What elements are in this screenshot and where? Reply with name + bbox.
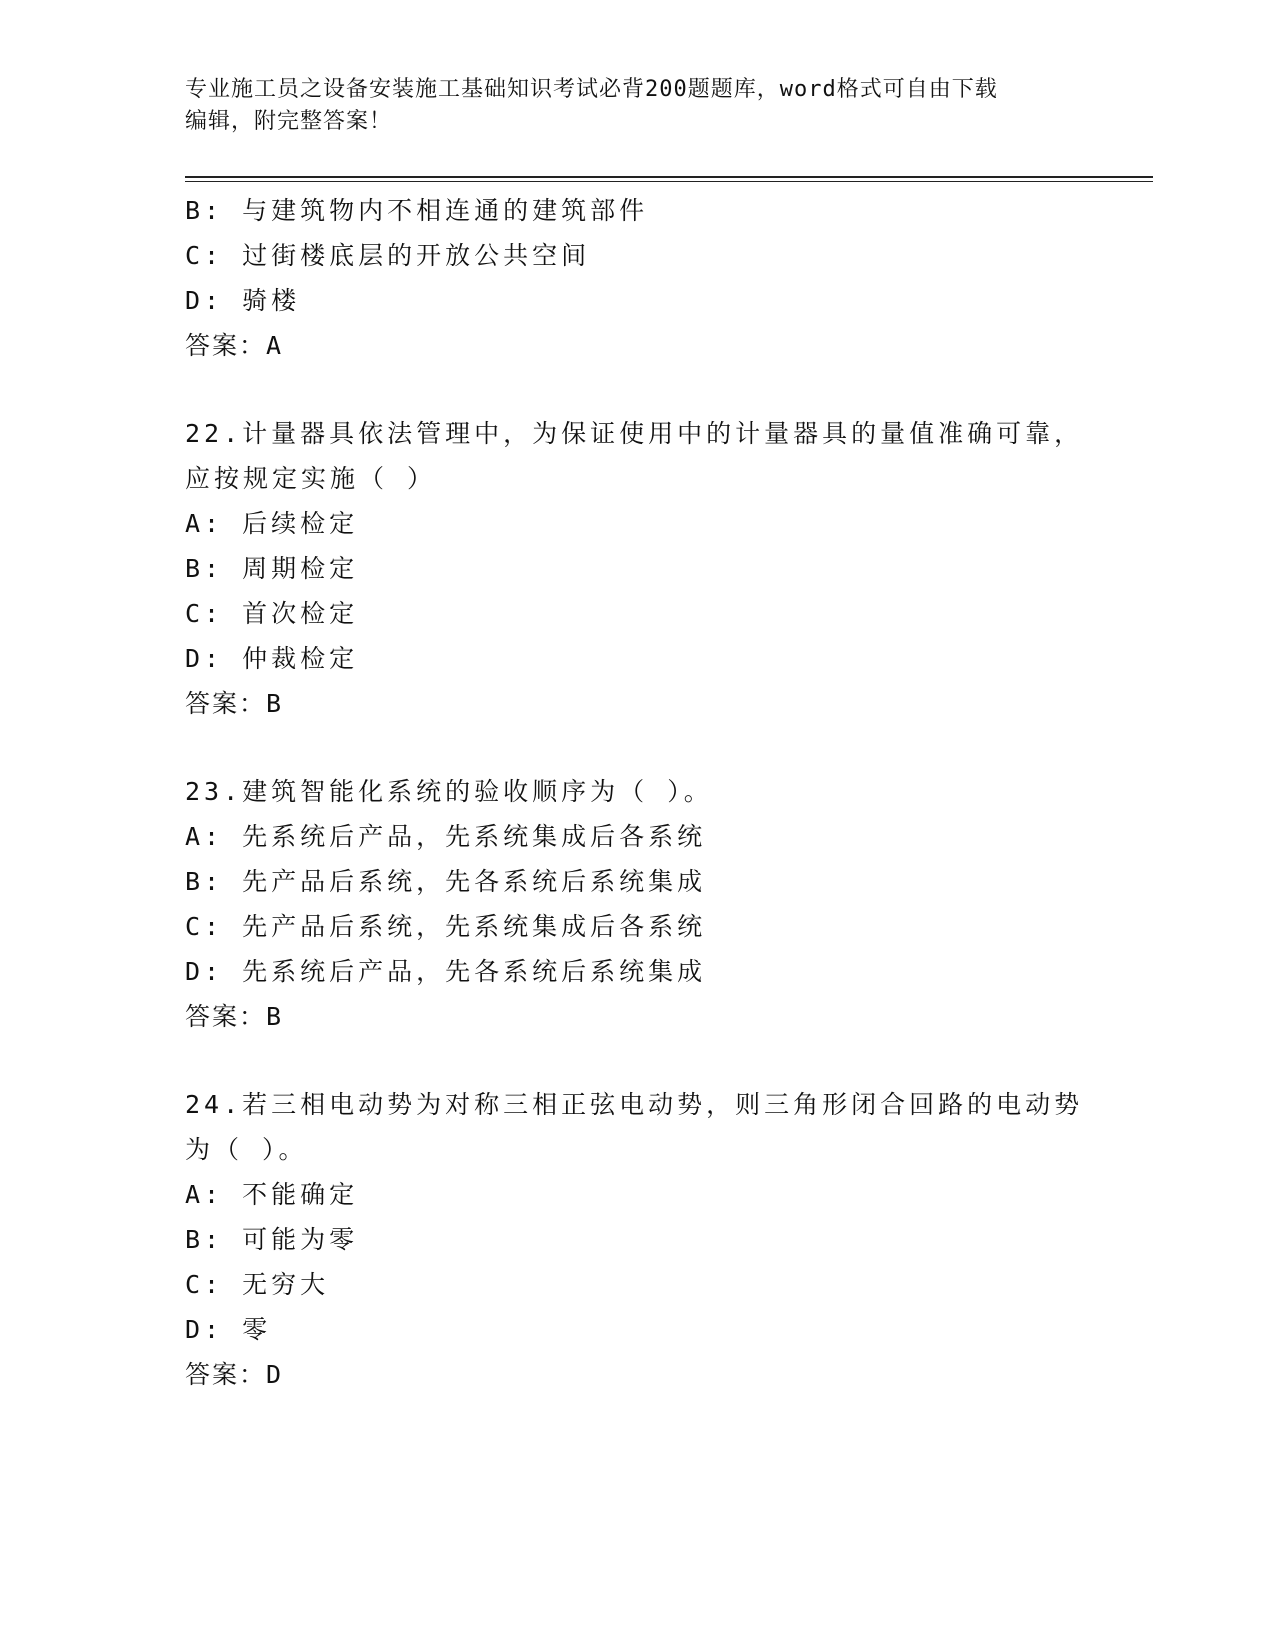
option-a: A: 不能确定 [185, 1180, 359, 1209]
option-a: A: 先系统后产品，先系统集成后各系统 [185, 822, 707, 851]
option-b: B: 周期检定 [185, 554, 359, 583]
option-c: C: 首次检定 [185, 599, 359, 628]
document-header [185, 74, 1065, 138]
question-list [185, 188, 1085, 1397]
option-c: C: 无穷大 [185, 1270, 330, 1299]
option-d: D: 先系统后产品，先各系统后系统集成 [185, 957, 707, 986]
header-divider-thick [185, 176, 1153, 178]
option-d: D: 零 [185, 1315, 272, 1344]
question-spacer [185, 1039, 1085, 1082]
question-stem-line: 22.计量器具依法管理中，为保证使用中的计量器具的量值准确可靠， [185, 419, 1084, 448]
question-stem-line: 为（ ）。 [185, 1135, 308, 1164]
question-23 [185, 769, 1085, 1039]
option-b: B: 与建筑物内不相连通的建筑部件 [185, 196, 649, 225]
question-stem-line: 23.建筑智能化系统的验收顺序为（ ）。 [185, 777, 713, 806]
question-24 [185, 1082, 1085, 1397]
answer-line: 答案：A [185, 331, 284, 360]
answer-line: 答案：B [185, 689, 284, 718]
option-b: B: 可能为零 [185, 1225, 359, 1254]
question-22 [185, 411, 1085, 726]
option-a: A: 后续检定 [185, 509, 359, 538]
question-spacer [185, 368, 1085, 411]
answer-line: 答案：D [185, 1360, 284, 1389]
option-c: C: 过街楼底层的开放公共空间 [185, 241, 591, 270]
question-stem-line: 应按规定实施（ ） [185, 464, 437, 493]
header-title-line-2: 编辑，附完整答案！ [185, 109, 393, 134]
question-21-continuation [185, 188, 1085, 368]
answer-line: 答案：B [185, 1002, 284, 1031]
header-title-line-1: 专业施工员之设备安装施工基础知识考试必背200题题库，word格式可自由下载 [185, 77, 998, 102]
option-d: D: 骑楼 [185, 286, 301, 315]
header-divider-thin [185, 181, 1153, 182]
option-b: B: 先产品后系统，先各系统后系统集成 [185, 867, 707, 896]
question-spacer [185, 726, 1085, 769]
option-c: C: 先产品后系统，先系统集成后各系统 [185, 912, 707, 941]
question-stem-line: 24.若三相电动势为对称三相正弦电动势，则三角形闭合回路的电动势 [185, 1090, 1084, 1119]
option-d: D: 仲裁检定 [185, 644, 359, 673]
